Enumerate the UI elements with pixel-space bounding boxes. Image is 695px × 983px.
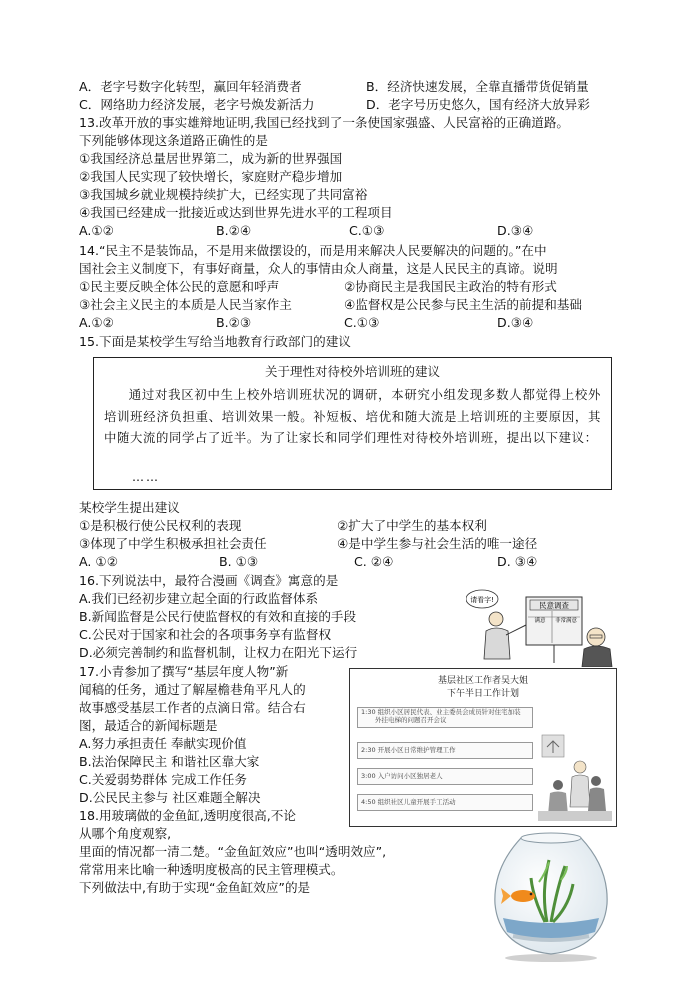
goldfish-bowl-drawing xyxy=(487,822,615,962)
q14-statements-row1 xyxy=(79,278,619,295)
q13-option-d[interactable]: D.③④ xyxy=(497,223,534,238)
q15-options xyxy=(79,553,609,570)
q12-option-a[interactable]: A．老字号数字化转型，赢回年轻消费者 xyxy=(79,79,302,94)
cartoon-speech: 请看字! xyxy=(470,596,494,604)
q13-options xyxy=(79,222,609,239)
q16-option-a[interactable]: A.我们已经初步建立起全面的行政监督体系 xyxy=(79,591,319,606)
q15-statement-1: ①是积极行使公民权利的表现 xyxy=(79,518,242,533)
plan-title-line1: 基层社区工作者吴大姐 xyxy=(437,676,528,686)
q14-option-d[interactable]: D.③④ xyxy=(497,315,534,330)
q13-option-b[interactable]: B.②④ xyxy=(216,223,252,238)
q17-stem-line3: 故事感受基层工作者的点滴日常。结合右 xyxy=(79,700,306,715)
q14-option-c[interactable]: C.①③ xyxy=(344,315,380,330)
q15-statement-2: ②扩大了中学生的基本权利 xyxy=(337,518,487,533)
q18-stem-line1: 18.用玻璃做的金鱼缸,透明度很高,不论 xyxy=(79,808,296,823)
q12-option-d[interactable]: D．老字号历史悠久，国有经济大放异彩 xyxy=(366,97,590,112)
q15-statement-3: ③体现了中学生积极承担社会责任 xyxy=(79,536,267,551)
q15-statements-row2 xyxy=(79,535,619,552)
q15-statements-row1 xyxy=(79,517,619,534)
plan-item-1-line1: 1:30 组织小区居民代表、业主委员会成员针对住宅加装 xyxy=(361,708,521,716)
q14-option-a[interactable]: A.①② xyxy=(79,315,114,330)
q13-statement-2: ②我国人民实现了较快增长，家庭财产稳步增加 xyxy=(79,169,343,184)
q17-stem-line2: 闻稿的任务，通过了解屋檐巷角平凡人的 xyxy=(79,682,306,697)
q14-options xyxy=(79,314,609,331)
q15-proposal-title: 关于理性对待校外培训班的建议 xyxy=(264,364,440,379)
plan-item-4: 4:50 组织社区儿童开展手工活动 xyxy=(357,794,533,811)
q18-stem-line3: 里面的情况都一清二楚。“金鱼缸效应”也叫“透明效应”, xyxy=(79,844,387,859)
q13-option-a[interactable]: A.①② xyxy=(79,223,114,238)
q18-goldfish-bowl-image xyxy=(487,822,615,962)
cartoon-sign-title: 民意调查 xyxy=(539,601,569,610)
q14-statement-1: ①民主要反映全体公民的意愿和呼声 xyxy=(79,279,280,294)
cartoon-col2: 非常满意 xyxy=(554,618,578,624)
q16-stem: 16.下列说法中，最符合漫画《调查》寓意的是 xyxy=(79,573,339,588)
q12-options-row1 xyxy=(79,78,619,95)
q18-stem-line5: 下列做法中,有助于实现“金鱼缸效应”的是 xyxy=(79,880,311,895)
plan-item-2: 2:30 开展小区日常维护管理工作 xyxy=(357,742,533,759)
q13-statement-4: ④我国已经建成一批接近或达到世界先进水平的工程项目 xyxy=(79,205,393,220)
q16-option-d[interactable]: D.必须完善制约和监督机制，让权力在阳光下运行 xyxy=(79,645,358,660)
q12-option-c[interactable]: C．网络助力经济发展，老字号焕发新活力 xyxy=(79,97,315,112)
q14-statement-2: ②协商民主是我国民主政治的特有形式 xyxy=(344,279,557,294)
q13-statement-1: ①我国经济总量居世界第二，成为新的世界强国 xyxy=(79,151,343,166)
q17-work-plan-figure xyxy=(349,668,617,827)
q15-after-text: 某校学生提出建议 xyxy=(79,500,180,515)
q12-option-b[interactable]: B．经济快速发展，全靠直播带货促销量 xyxy=(366,79,589,94)
q17-option-a[interactable]: A.努力承担责任 奉献实现价值 xyxy=(79,736,247,751)
q14-statement-3: ③社会主义民主的本质是人民当家作主 xyxy=(79,297,292,312)
plan-item-1 xyxy=(357,707,533,728)
q15-statement-4: ④是中学生参与社会生活的唯一途径 xyxy=(337,536,538,551)
q15-proposal-ellipsis: …… xyxy=(132,470,160,484)
q17-option-b[interactable]: B.法治保障民主 和谐社区靠大家 xyxy=(79,754,260,769)
cartoon-col1: 满意 xyxy=(534,618,546,624)
q16-option-c[interactable]: C.公民对于国家和社会的各项事务享有监督权 xyxy=(79,627,332,642)
q15-proposal-box xyxy=(93,357,612,490)
q16-option-b[interactable]: B.新闻监督是公民行使监督权的有效和直接的手段 xyxy=(79,609,357,624)
q14-stem-line2: 国社会主义制度下，有事好商量，众人的事情由众人商量，这是人民民主的真谛。说明 xyxy=(79,261,558,276)
q15-stem: 15.下面是某校学生写给当地教育行政部门的建议 xyxy=(79,334,351,349)
q15-option-c[interactable]: C. ②④ xyxy=(354,554,394,569)
q12-options-row2 xyxy=(79,96,619,113)
q14-stem-line1: 14.“民主不是装饰品，不是用来做摆设的，而是用来解决人民要解决的问题的。”在中 xyxy=(79,243,547,258)
q17-stem-line1: 17.小青参加了撰写“基层年度人物”新 xyxy=(79,664,289,679)
plan-item-1-line2: 外挂电梯的问题召开会议 xyxy=(375,715,447,724)
q15-option-d[interactable]: D. ③④ xyxy=(497,554,538,569)
q15-proposal-body: 通过对我区初中生上校外培训班状况的调研，本研究小组发现多数人都觉得上校外培训班经济负担重、培训效果一般。补短板、培优和随大流是上培训班的主要原因，其中随大流的同学占了近半。为了让家长和同学们理性对待校外培训班，提出以下建议： xyxy=(104,387,601,445)
q15-option-a[interactable]: A. ①② xyxy=(79,554,118,569)
q13-option-c[interactable]: C.①③ xyxy=(349,223,385,238)
q13-stem-line2: 下列能够体现这条道路正确性的是 xyxy=(79,133,268,148)
plan-illustration xyxy=(536,707,614,823)
q17-stem-line4: 图，最适合的新闻标题是 xyxy=(79,718,218,733)
q18-stem-line4: 常常用来比喻一种透明度极高的民主管理模式。 xyxy=(79,862,344,877)
q14-option-b[interactable]: B.②③ xyxy=(216,315,252,330)
q13-stem-line1: 13.改革开放的事实雄辩地证明,我国已经找到了一条使国家强盛、人民富裕的正确道路。 xyxy=(79,115,570,130)
q18-stem-line2: 从哪个角度观察, xyxy=(79,826,172,841)
q14-statement-4: ④监督权是公民参与民主生活的前提和基础 xyxy=(344,297,582,312)
q17-option-c[interactable]: C.关爱弱势群体 完成工作任务 xyxy=(79,772,247,787)
plan-title-line2: 下午半日工作计划 xyxy=(446,689,519,699)
q15-option-b[interactable]: B. ①③ xyxy=(219,554,259,569)
q16-cartoon-survey xyxy=(466,583,613,667)
q14-statements-row2 xyxy=(79,296,619,313)
q13-statement-3: ③我国城乡就业规模持续扩大，已经实现了共同富裕 xyxy=(79,187,368,202)
q17-option-d[interactable]: D.公民民主参与 社区难题全解决 xyxy=(79,790,261,805)
cartoon-drawing xyxy=(466,583,613,667)
plan-item-3: 3:00 入户访问小区独居老人 xyxy=(357,768,533,785)
